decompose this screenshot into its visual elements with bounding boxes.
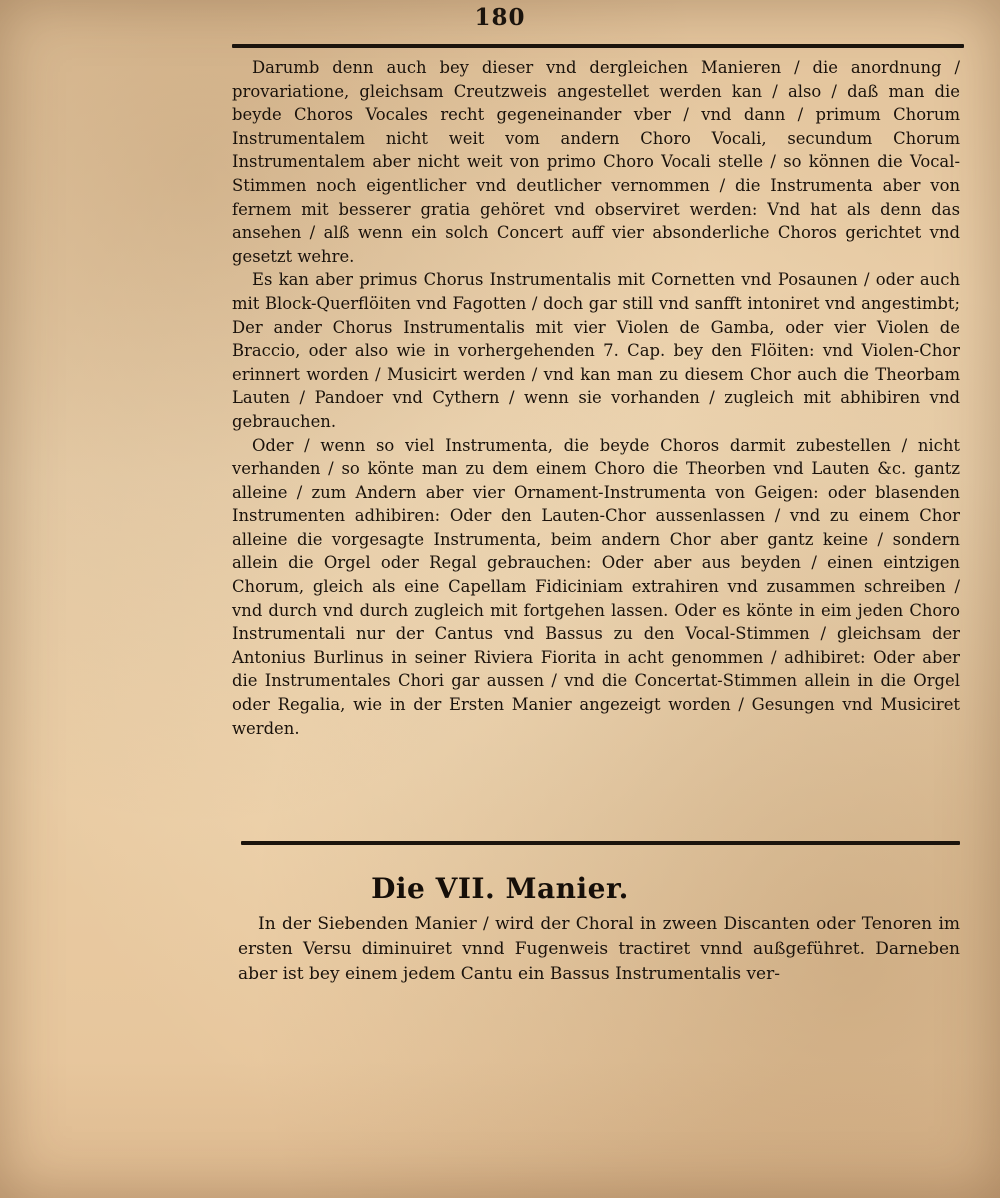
- main-text-block: [232, 56, 960, 740]
- paragraph-instrumentation: Es kan aber primus Chorus Instrumentalis mit Cornetten vnd Posaunen / oder auch mit Block-Querflöiten vnd Fagotten / doch gar still vnd sanfft intoniret vnd angestimbt; Der ander Chorus Instrumentalis mit vier Violen de Gamba, oder vier Violen de Braccio, oder also wie in vorhergehenden 7. Cap. bey den Flöiten: vnd Violen-Chor erinnert worden / Musicirt werden / vnd kan man zu diesem Chor auch die Theorbam Lauten / Pandoer vnd Cythern / wenn sie vorhanden / zugleich mit abhibiren vnd gebrauchen.: [232, 270, 960, 431]
- section-rule: [241, 841, 960, 845]
- page-shadow: [0, 1060, 1000, 1198]
- section-text-block: [238, 912, 960, 987]
- page-number: 180: [474, 4, 526, 31]
- paragraph-arrangement: Darumb denn auch bey dieser vnd dergleichen Manieren / die anordnung / provariatione, gleichsam Creutzweis angestellet werden kan / also / daß man die beyde Choros Vocales recht gegeneinander vber / vnd dann / primum Chorum Instrumentalem nicht weit vom andern Choro Vocali, secundum Chorum Instrumentalem aber nicht weit von primo Choro Vocali stelle / so können die Vocal-Stimmen noch eigentlicher vnd deutlicher vernommen / die Instrumenta aber von fernem mit besserer gratia gehöret vnd observiret werden: Vnd hat als denn das ansehen / alß wenn ein solch Concert auff vier absonderliche Choros gerichtet vnd gesetzt wehre.: [232, 58, 960, 266]
- section-heading: Die VII. Manier.: [371, 872, 629, 905]
- top-rule: [232, 44, 964, 48]
- paragraph-seventh-manner: In der Siebenden Manier / wird der Choral in zween Discanten oder Tenoren im ersten Versu diminuiret vnnd Fugenweis tractiret vnnd außgeführet. Darneben aber ist bey einem jedem Cantu ein Bassus Instrumentalis ver-: [238, 914, 960, 984]
- paragraph-alternatives: Oder / wenn so viel Instrumenta, die beyde Choros darmit zubestellen / nicht verhanden / so könte man zu dem einem Choro die Theorben vnd Lauten &c. gantz alleine / zum Andern aber vier Ornament-Instrumenta von Geigen: oder blasenden Instrumenten adhibiren: Oder den Lauten-Chor aussenlassen / vnd zu einem Chor alleine die vorgesagte Instrumenta, beim andern Chor aber gantz keine / sondern allein die Orgel oder Regal gebrauchen: Oder aber aus beyden / einen eintzigen Chorum, gleich als eine Capellam Fidiciniam extrahiren vnd zusammen schreiben / vnd durch vnd durch zugleich mit fortgehen lassen. Oder es könte in eim jeden Choro Instrumentali nur der Cantus vnd Bassus zu den Vocal-Stimmen / gleichsam der Antonius Burlinus in seiner Riviera Fiorita in acht genommen / adhibiret: Oder aber die Instrumentales Chori gar aussen / vnd die Concertat-Stimmen allein in die Orgel oder Regalia, wie in der Ersten Manier angezeigt worden / Gesungen vnd Musiciret werden.: [232, 435, 960, 738]
